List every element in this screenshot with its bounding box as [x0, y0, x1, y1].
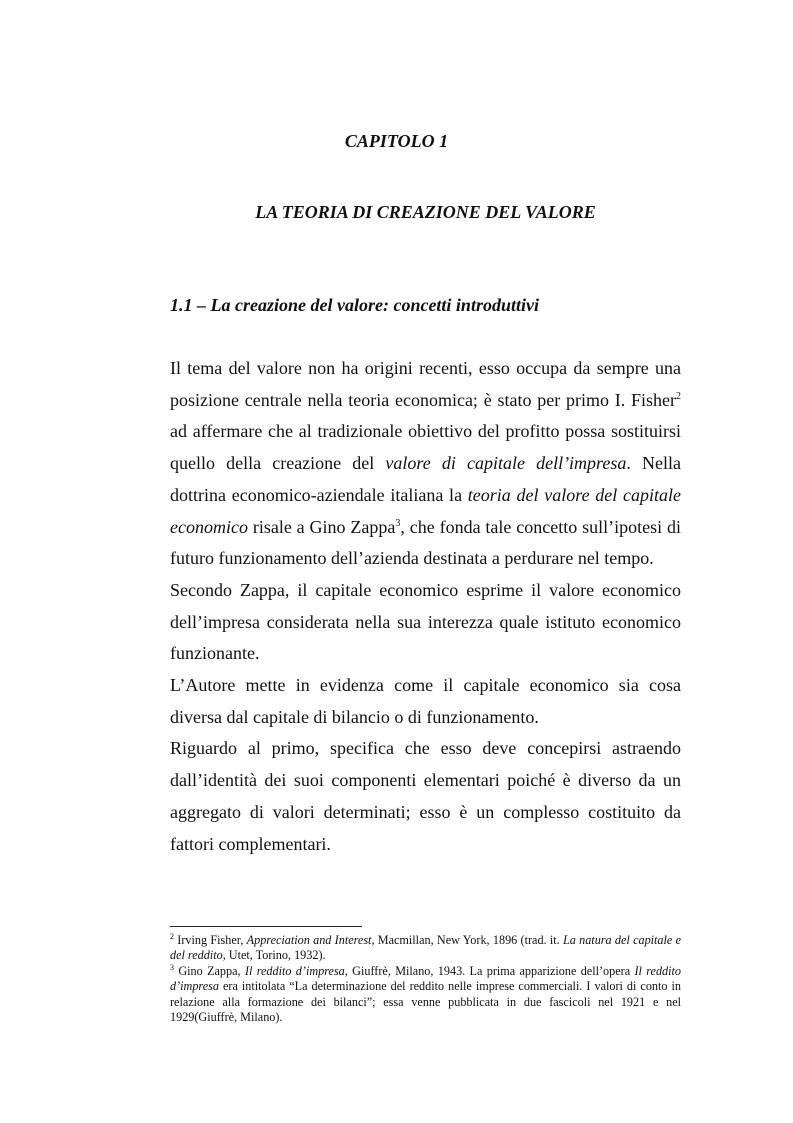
paragraph-2: Secondo Zappa, il capitale economico esprime il valore economico dell’impresa considerata nella sua interezza quale istituto economico funzionante. [170, 579, 681, 664]
paragraph-4: Riguardo al primo, specifica che esso deve concepirsi astraendo dall’identità dei suoi componenti elementari poiché è diverso da un aggregato di valori determinati; esso è un complesso costituito da fattori complementari. [170, 738, 681, 854]
body-text [170, 353, 681, 860]
footnote-3 [170, 964, 681, 1026]
section-title: 1.1 – La creazione del valore: concetti introduttivi [170, 295, 539, 315]
chapter-label: CAPITOLO 1 [344, 131, 449, 151]
footnote-text: , Utet, Torino, 1932). [222, 948, 326, 963]
paragraph-1-text: risale a Gino Zappa [247, 516, 396, 537]
footnote-text: , Macmillan, New York, 1896 (trad. it. [371, 933, 563, 947]
footnote-number: 2 [170, 932, 174, 941]
paragraph-1-text: , che fonda tale concetto sull’ipotesi di futuro funzionamento dell’azienda destinata a perdurare nel tempo. [170, 516, 681, 569]
paragraph-1-text: ad affermare che al tradizionale obiettivo del profitto possa sostituirsi quello della creazione del [170, 421, 681, 474]
footnote-text: Gino Zappa, [174, 963, 245, 978]
footnote-text: , Giuffrè, Milano, 1943. La prima apparizione dell’opera [344, 963, 635, 978]
emphasis-text: teoria del valore del capitale economico [170, 484, 681, 537]
footnote-text: Irving Fisher, [174, 933, 247, 947]
paragraph-3: L’Autore mette in evidenza come il capitale economico sia cosa diversa dal capitale di bilancio o di funzionamento. [170, 675, 681, 727]
footnote-emphasis: Il reddito d’impresa [170, 963, 681, 994]
footnote-ref-3: 3 [395, 517, 401, 529]
footnote-emphasis: Il reddito d’impresa [244, 963, 345, 978]
footnote-ref-2: 2 [676, 390, 681, 402]
paragraph-1-text: Il tema del valore non ha origini recenti, esso occupa da sempre una posizione centrale nella teoria economica; è stato per primo I. Fisher [170, 358, 681, 410]
emphasis-text: valore di capitale dell’impresa [385, 453, 627, 474]
footnote-divider [170, 926, 362, 927]
footnote-2 [170, 933, 681, 964]
footnotes [170, 933, 681, 1025]
paragraph-1 [170, 353, 681, 575]
footnote-text: era intitolata “La determinazione del reddito nelle imprese commerciali. I valori di conto in relazione alla formazione dei bilanci”; essa venne pubblicata in due fascicoli nel 1921 e nel 1929(Giuffrè, Milano). [170, 979, 681, 1025]
footnote-emphasis: La natura del capitale e del reddito [170, 933, 682, 963]
footnote-emphasis: Appreciation and Interest [246, 933, 372, 947]
chapter-title: LA TEORIA DI CREAZIONE DEL VALORE [255, 202, 596, 222]
paragraph-1-text: . Nella dottrina economico-aziendale italiana la [170, 453, 681, 505]
footnote-number: 3 [170, 962, 174, 972]
